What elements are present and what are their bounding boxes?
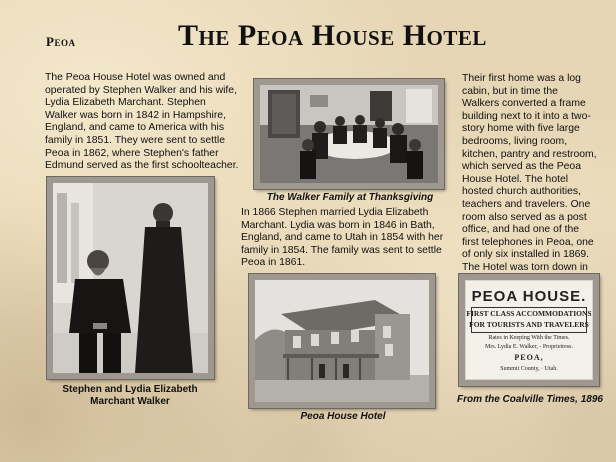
section-label: Peoa bbox=[46, 34, 76, 49]
intro-paragraph: The Peoa House Hotel was owned and operated by Stephen Walker and his wife, Lydia Elizabeth Marchant. Stephen Walker was born in 1842 in Hampshire, England, and came to America with his family in 1851. They were sent to settle Peoa in 1862, where Stephen's father Edmund served as the first schoolteacher. bbox=[45, 72, 239, 172]
ad-heading: PEOA HOUSE. bbox=[471, 288, 587, 305]
thanksgiving-caption: The Walker Family at Thanksgiving bbox=[266, 192, 434, 203]
hotel-caption: Peoa House Hotel bbox=[300, 411, 386, 422]
hotel-photo bbox=[249, 274, 435, 408]
thanksgiving-photo bbox=[254, 79, 444, 189]
ad-line-1: FIRST CLASS ACCOMMODATIONS bbox=[466, 309, 592, 318]
ad-line-5: PEOA, bbox=[514, 353, 544, 362]
ad-line-2: FOR TOURISTS AND TRAVELERS bbox=[469, 320, 589, 329]
clipping-caption: From the Coalville Times, 1896 bbox=[457, 394, 603, 405]
ad-line-4: Mrs. Lydia E. Walker, - Proprietress. bbox=[485, 344, 573, 350]
newspaper-clipping bbox=[459, 274, 599, 386]
ad-line-3: Rates in Keeping With the Times. bbox=[488, 335, 570, 341]
ad-line-6: Summit County, · Utah. bbox=[500, 366, 558, 372]
marriage-paragraph: In 1866 Stephen married Lydia Elizabeth Marchant. Lydia was born in 1846 in Bath, England, and came to Utah in 1854 with her family in 1854. The family was sent to settle Peoa in 1861. bbox=[241, 207, 444, 269]
portrait-photo bbox=[47, 177, 214, 379]
page-title: The Peoa House Hotel bbox=[178, 19, 487, 52]
portrait-caption: Stephen and Lydia Elizabeth Marchant Walker bbox=[62, 384, 198, 407]
hotel-history-paragraph: Their first home was a log cabin, but in time the Walkers converted a frame building next to it into a two-story home with five large bedrooms, living room, kitchen, pantry and restroom, which served as the Peoa House Hotel. The hotel hosted church authorities, teachers and travelers. One room also served as a post office, and had one of the first telephones in Peoa, one of only six installed in 1869. The Hotel was torn down in bbox=[462, 73, 597, 273]
